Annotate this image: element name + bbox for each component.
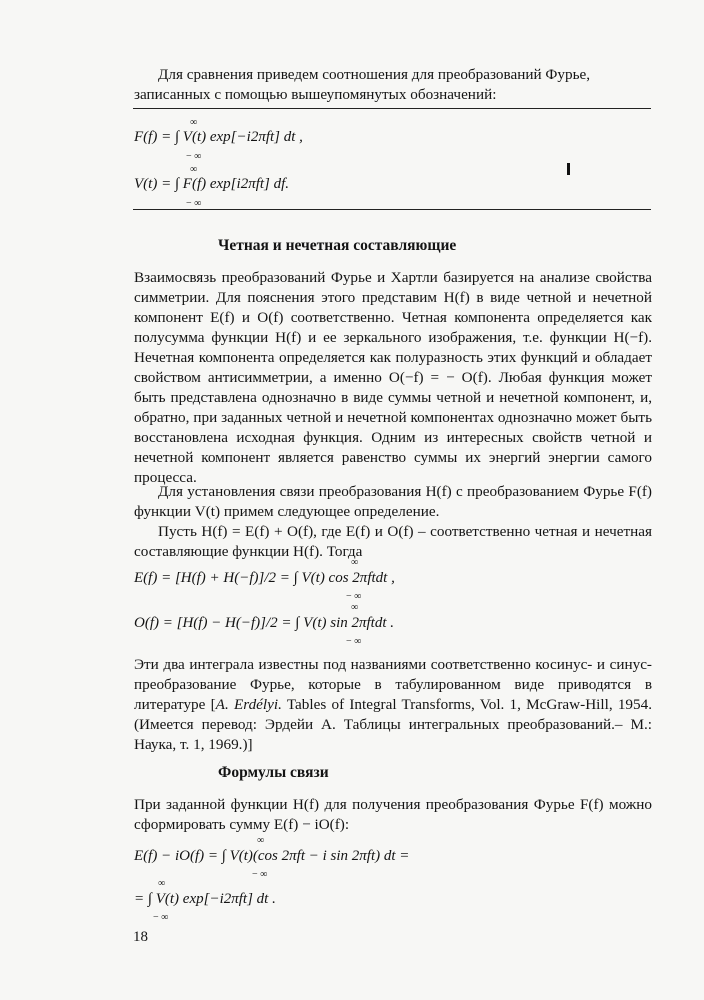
equation-even-component: E(f) = [H(f) + H(−f)]/2 = ∫ V(t) cos 2πftdt , [134, 570, 395, 586]
paragraph-let: Пусть H(f) = E(f) + O(f), где E(f) и O(f) – соответственно четная и нечетная составляющие функции H(f). Тогда [134, 523, 652, 560]
limit-lower: − ∞ [186, 198, 202, 209]
scan-mark [567, 163, 570, 175]
equation-odd-component: O(f) = [H(f) − H(−f)]/2 = ∫ V(t) sin 2πftdt . [134, 615, 395, 631]
bottom-rule [133, 209, 651, 210]
equation-result: = ∫ V(t) exp[−i2πft] dt . [134, 891, 276, 907]
limit-upper: ∞ [190, 164, 198, 175]
fourier-equation-2: V(t) = ∫ F(f) exp[i2πft] df. [134, 176, 290, 192]
reference-text-post: Tables of Integral Transforms, Vol. 1, McGraw-Hill, 1954. (Имеется перевод: Эрдейи А. Таблицы интегральных преобразований.– М.: Наука, т. 1, 1969.)] [134, 696, 653, 753]
limit-lower: − ∞ [252, 869, 268, 880]
paragraph-cosine-sine [134, 655, 652, 755]
page-number: 18 [133, 929, 148, 945]
limit-lower: − ∞ [346, 636, 362, 647]
reference-author: A. Erdélyi. [215, 696, 282, 713]
limit-lower: − ∞ [346, 591, 362, 602]
limit-upper: ∞ [257, 835, 265, 846]
section-heading-even-odd: Четная и нечетная составляющие [218, 237, 457, 254]
limit-upper: ∞ [351, 602, 359, 613]
top-rule [133, 108, 651, 109]
fourier-equation-1: F(f) = ∫ V(t) exp[−i2πft] dt , [134, 129, 303, 145]
limit-upper: ∞ [190, 117, 198, 128]
paragraph-definition: Для установления связи преобразования H(f) с преобразованием Фурье F(f) функции V(t) примем следующее определение. [134, 483, 652, 520]
paragraph-symmetry: Взаимосвязь преобразований Фурье и Хартли базируется на анализе свойства симметрии. Для пояснения этого представим H(f) в виде четной и нечетной компонент E(f) и O(f) соответственно. Четная компонента определяется как полусумма функции H(f) и ее зеркального изображения, т.е. функции H(−f). Нечетная компонента определяется как полуразность этих функций и обладает свойством антисимметрии, а именно O(−f) = − O(f). Любая функция может быть представлена однозначно в виде суммы четной и нечетной компонент, и, обратно, при заданных четной и нечетной компонентах однозначно может быть восстановлена исходная функция. Одним из интересных свойств четной и нечетной компонент является равенство суммы их энергий энергии самого процесса. [134, 269, 652, 486]
limit-lower: − ∞ [186, 151, 202, 162]
intro-line-2: записанных с помощью вышеупомянутых обозначений: [134, 86, 497, 103]
section-heading-relations: Формулы связи [218, 764, 329, 781]
limit-upper: ∞ [158, 878, 166, 889]
intro-line-1: Для сравнения приведем соотношения для преобразований Фурье, [158, 66, 591, 83]
limit-upper: ∞ [351, 557, 359, 568]
paragraph-given-function: При заданной функции H(f) для получения преобразования Фурье F(f) можно сформировать сумму E(f) − iO(f): [134, 796, 652, 833]
reference-text-pre: Эти два интеграла известны под названиями соответственно косинус- и синус-преобразование Фурье, которые в табулированном виде приводятся в литературе [ [134, 656, 652, 713]
limit-lower: − ∞ [153, 912, 169, 923]
equation-sum: E(f) − iO(f) = ∫ V(t)(cos 2πft − i sin 2πft) dt = [134, 848, 410, 864]
